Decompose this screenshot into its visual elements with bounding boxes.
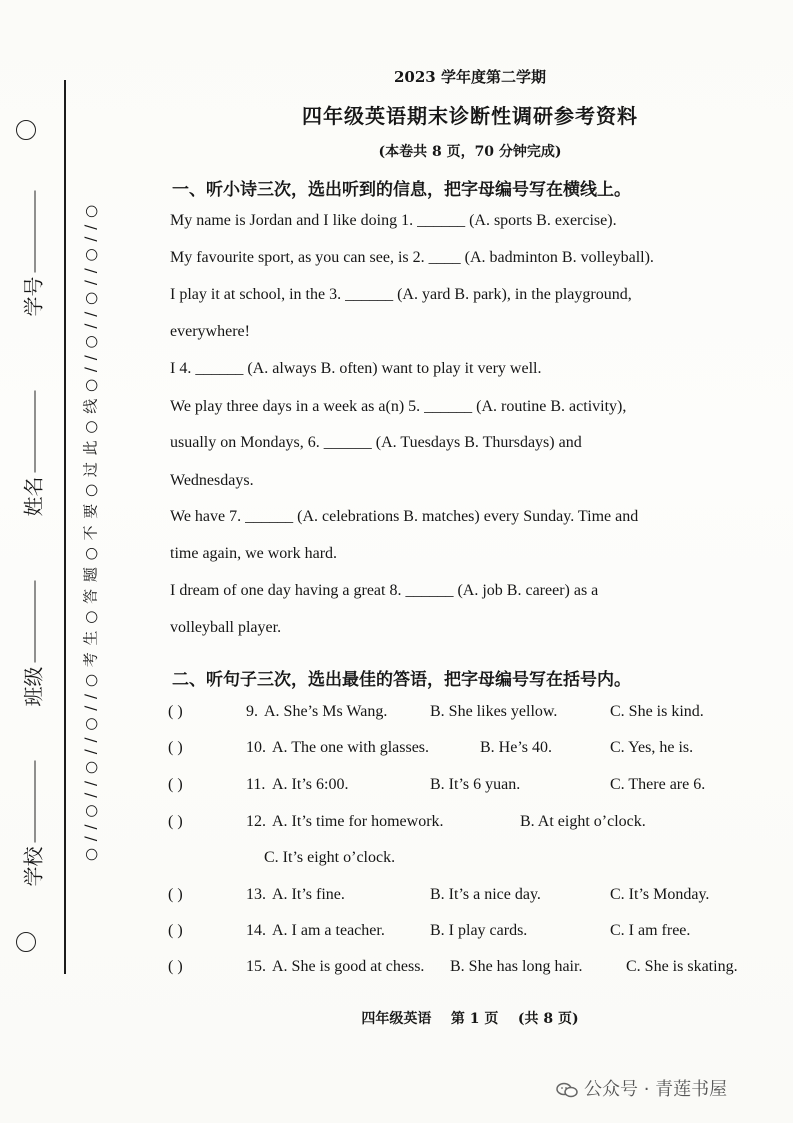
binding-rule (64, 80, 66, 974)
footer-subject: 四年级英语 (361, 1011, 432, 1027)
poem-line: I dream of one day having a great 8. ______ (A. job B. career) as a (170, 582, 599, 599)
answer-bracket[interactable]: ( ) (168, 958, 183, 975)
option-c: C. It’s eight o’clock. (264, 849, 396, 866)
question-number: 13. (246, 886, 266, 903)
binding-hole-bottom (16, 932, 36, 952)
wechat-watermark (556, 1075, 786, 1105)
poem-line: We play three days in a week as a(n) 5. ______ (A. routine B. activity), (170, 398, 627, 415)
option-b: B. I play cards. (430, 922, 528, 939)
cut-line-strip (74, 96, 104, 976)
option-b: B. At eight o’clock. (520, 813, 646, 830)
answer-bracket[interactable]: ( ) (168, 703, 183, 720)
option-a: A. I am a teacher. (272, 922, 385, 939)
option-c: C. It’s Monday. (610, 886, 710, 903)
option-a: A. The one with glasses. (272, 739, 430, 756)
poem-line: time again, we work hard. (170, 545, 338, 562)
option-a: A. She’s Ms Wang. (264, 703, 388, 720)
option-c: C. I am free. (610, 922, 691, 939)
poem-line: Wednesdays. (170, 472, 254, 489)
option-c: C. There are 6. (610, 776, 706, 793)
poem-line: We have 7. ______ (A. celebrations B. matches) every Sunday. Time and (170, 508, 639, 525)
question-number: 12. (246, 813, 266, 830)
option-c: C. She is kind. (610, 703, 704, 720)
option-b: B. She has long hair. (450, 958, 583, 975)
question-row (168, 776, 783, 800)
school-label: 学校 (21, 846, 46, 887)
class-line (35, 581, 36, 663)
wechat-icon (556, 1082, 578, 1098)
answer-bracket[interactable]: ( ) (168, 813, 183, 830)
student-number-field (18, 273, 47, 317)
question-number: 15. (246, 958, 266, 975)
question-number: 11. (246, 776, 266, 793)
poem-line: usually on Mondays, 6. ______ (A. Tuesdays B. Thursdays) and (170, 434, 582, 451)
option-c: C. She is skating. (626, 958, 738, 975)
section1-title: 一、听小诗三次，选出听到的信息，把字母编号写在横线上。 (172, 180, 631, 200)
question-number: 10. (246, 739, 266, 756)
poem-line: I play it at school, in the 3. ______ (A. yard B. park), in the playground, (170, 286, 632, 303)
question-row (168, 958, 783, 982)
question-row (168, 886, 783, 910)
binding-hole-top (16, 120, 36, 140)
answer-bracket[interactable]: ( ) (168, 776, 183, 793)
exam-note: (本卷共 8 页，70 分钟完成) (378, 144, 562, 160)
school-line (35, 761, 36, 843)
page-footer (160, 1008, 780, 1028)
option-a: A. It’s 6:00. (272, 776, 349, 793)
answer-bracket[interactable]: ( ) (168, 886, 183, 903)
watermark-text: 公众号 · 青莲书屋 (584, 1079, 728, 1100)
answer-bracket[interactable]: ( ) (168, 739, 183, 756)
option-b: B. She likes yellow. (430, 703, 558, 720)
binding-margin (2, 60, 62, 1060)
page-title: 四年级英语期末诊断性调研参考资料 (302, 104, 638, 128)
poem-line: I 4. ______ (A. always B. often) want to play it very well. (170, 360, 542, 377)
option-a: A. She is good at chess. (272, 958, 425, 975)
school-term: 2023 学年度第二学期 (394, 68, 546, 86)
option-b: B. He’s 40. (480, 739, 552, 756)
question-row-continued (168, 849, 783, 873)
cut-line-text: ○ / / ○ / / ○ / / ○ / / ○ 考 生 ○ 答 题 ○ 不 要 ○ 过 此 ○ 线 ○ / / ○ / / ○ / / ○ / / ○ (81, 203, 100, 862)
question-row (168, 813, 783, 837)
option-a: A. It’s fine. (272, 886, 345, 903)
poem-line: My name is Jordan and I like doing 1. ______ (A. sports B. exercise). (170, 212, 617, 229)
poem-line: everywhere! (170, 323, 250, 340)
school-field (18, 843, 47, 887)
question-number: 14. (246, 922, 266, 939)
student-number-label: 学号 (21, 276, 46, 317)
student-number-line (35, 191, 36, 273)
poem-line: volleyball player. (170, 619, 282, 636)
option-c: C. Yes, he is. (610, 739, 694, 756)
option-a: A. It’s time for homework. (272, 813, 444, 830)
option-b: B. It’s 6 yuan. (430, 776, 521, 793)
question-row (168, 922, 783, 946)
poem-line: My favourite sport, as you can see, is 2. ____ (A. badminton B. volleyball). (170, 249, 654, 266)
footer-total: (共 8 页) (517, 1011, 579, 1027)
student-name-line (35, 391, 36, 473)
question-row (168, 703, 783, 727)
option-b: B. It’s a nice day. (430, 886, 541, 903)
answer-bracket[interactable]: ( ) (168, 922, 183, 939)
question-row (168, 739, 783, 763)
question-number: 9. (246, 703, 258, 720)
student-name-label: 姓名 (21, 476, 46, 517)
class-label: 班级 (21, 666, 46, 707)
student-name-field (18, 473, 47, 517)
footer-page: 第 1 页 (450, 1011, 499, 1027)
section2-title: 二、听句子三次，选出最佳的答语，把字母编号写在括号内。 (172, 670, 631, 690)
class-field (18, 663, 47, 707)
